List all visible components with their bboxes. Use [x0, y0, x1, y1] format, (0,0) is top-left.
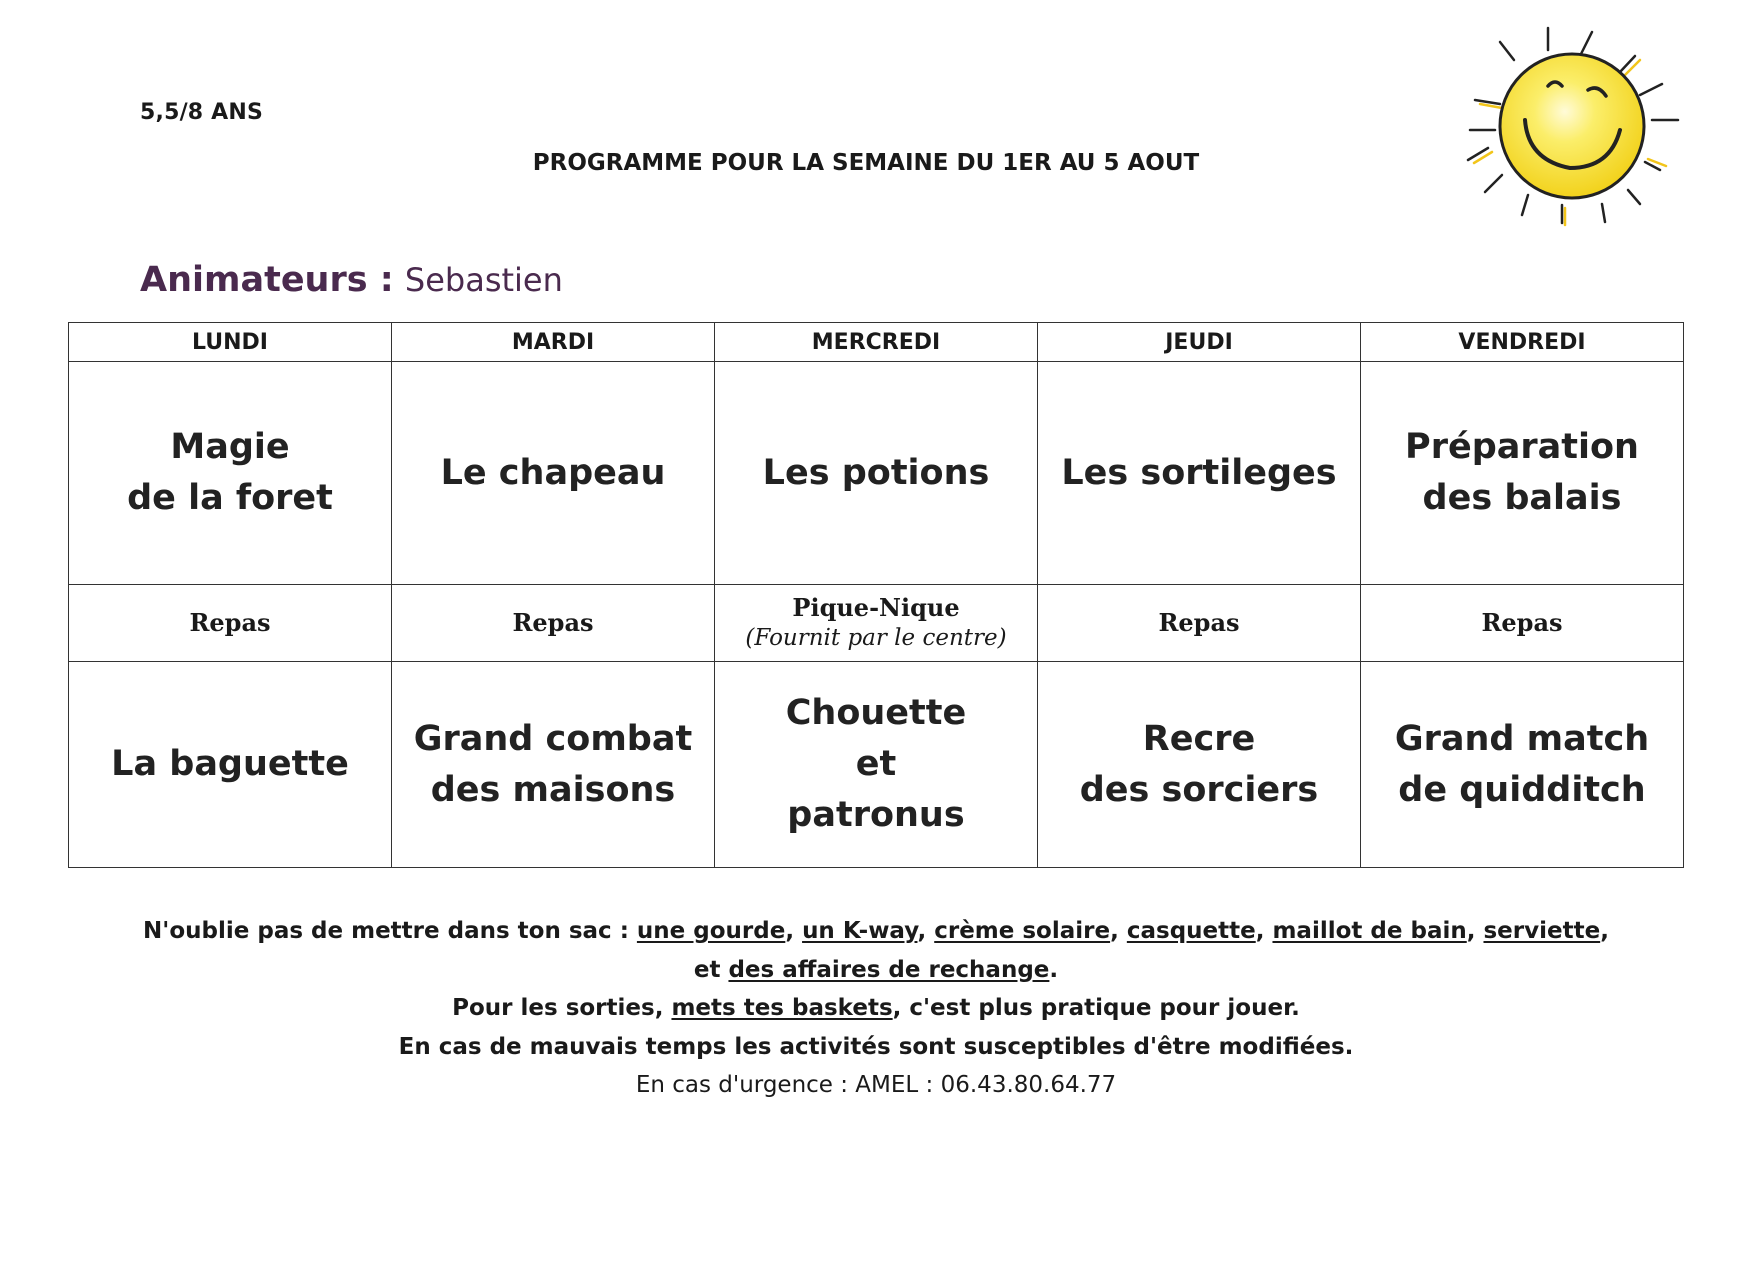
outings-note: [0, 989, 1752, 1028]
meal-label: Repas: [1481, 608, 1563, 637]
packing-reminder: N'oublie pas de mettre dans ton sac : une gourde, un K-way, crème solaire, casquette, maillot de bain, serviette,: [143, 918, 1609, 944]
animateurs-line: [140, 260, 563, 300]
day-header: VENDREDI: [1361, 323, 1684, 362]
meal-cell: [1038, 585, 1361, 662]
meal-label: Pique-Nique: [792, 593, 960, 622]
packing-item: des affaires de rechange: [728, 956, 1050, 983]
afternoon-activity: Grand combat des maisons: [392, 662, 715, 868]
packing-item: crème solaire: [934, 918, 1111, 944]
morning-activity: Magie de la foret: [69, 362, 392, 585]
age-group: 5,5/8 ANS: [140, 100, 264, 125]
meal-row: [69, 585, 1684, 662]
packing-item: une gourde: [636, 918, 786, 944]
outings-before: Pour les sorties,: [452, 995, 664, 1021]
afternoon-activities-row: [69, 662, 1684, 868]
days-header-row: [69, 323, 1684, 362]
weekly-schedule-table: [68, 322, 1684, 868]
meal-cell: [392, 585, 715, 662]
outings-shoes: mets tes baskets: [671, 995, 893, 1021]
afternoon-activity: Recre des sorciers: [1038, 662, 1361, 868]
meal-label: Repas: [189, 608, 271, 637]
packing-item: un K-way: [802, 918, 918, 944]
day-header: MERCREDI: [715, 323, 1038, 362]
packing-item: serviette: [1483, 918, 1601, 944]
day-header: LUNDI: [69, 323, 392, 362]
afternoon-activity: Grand match de quidditch: [1361, 662, 1684, 868]
emergency-contact: En cas d'urgence : AMEL : 06.43.80.64.77: [635, 1072, 1117, 1098]
morning-activity: Préparation des balais: [1361, 362, 1684, 585]
packing-intro: N'oublie pas de mettre dans ton sac :: [143, 918, 629, 944]
morning-activity: Les sortileges: [1038, 362, 1361, 585]
morning-activities-row: [69, 362, 1684, 585]
and-word: et: [693, 956, 721, 983]
page-title-text: PROGRAMME POUR LA SEMAINE DU 1ER AU 5 AOUT: [532, 150, 1200, 176]
outings-after: , c'est plus pratique pour jouer.: [892, 995, 1300, 1021]
morning-activity: Les potions: [715, 362, 1038, 585]
meal-note: (Fournit par le centre): [745, 625, 1007, 651]
meal-label: Repas: [1158, 608, 1240, 637]
afternoon-activity: Chouette et patronus: [715, 662, 1038, 868]
packing-item: maillot de bain: [1272, 918, 1467, 944]
day-header: MARDI: [392, 323, 715, 362]
animateurs-name: Sebastien: [404, 261, 563, 299]
packing-reminder-continued: et des affaires de rechange.: [693, 956, 1059, 983]
morning-activity: Le chapeau: [392, 362, 715, 585]
meal-cell: [715, 585, 1038, 662]
weather-note: En cas de mauvais temps les activités sont susceptibles d'être modifiées.: [398, 1033, 1354, 1060]
footer-notes: [0, 912, 1752, 1105]
animateurs-label: Animateurs :: [140, 260, 394, 300]
day-header: JEUDI: [1038, 323, 1361, 362]
meal-cell: [69, 585, 392, 662]
meal-label: Repas: [512, 608, 594, 637]
smiling-sun-icon: [1430, 20, 1690, 240]
afternoon-activity: La baguette: [69, 662, 392, 868]
packing-item: casquette: [1126, 918, 1256, 944]
meal-cell: [1361, 585, 1684, 662]
